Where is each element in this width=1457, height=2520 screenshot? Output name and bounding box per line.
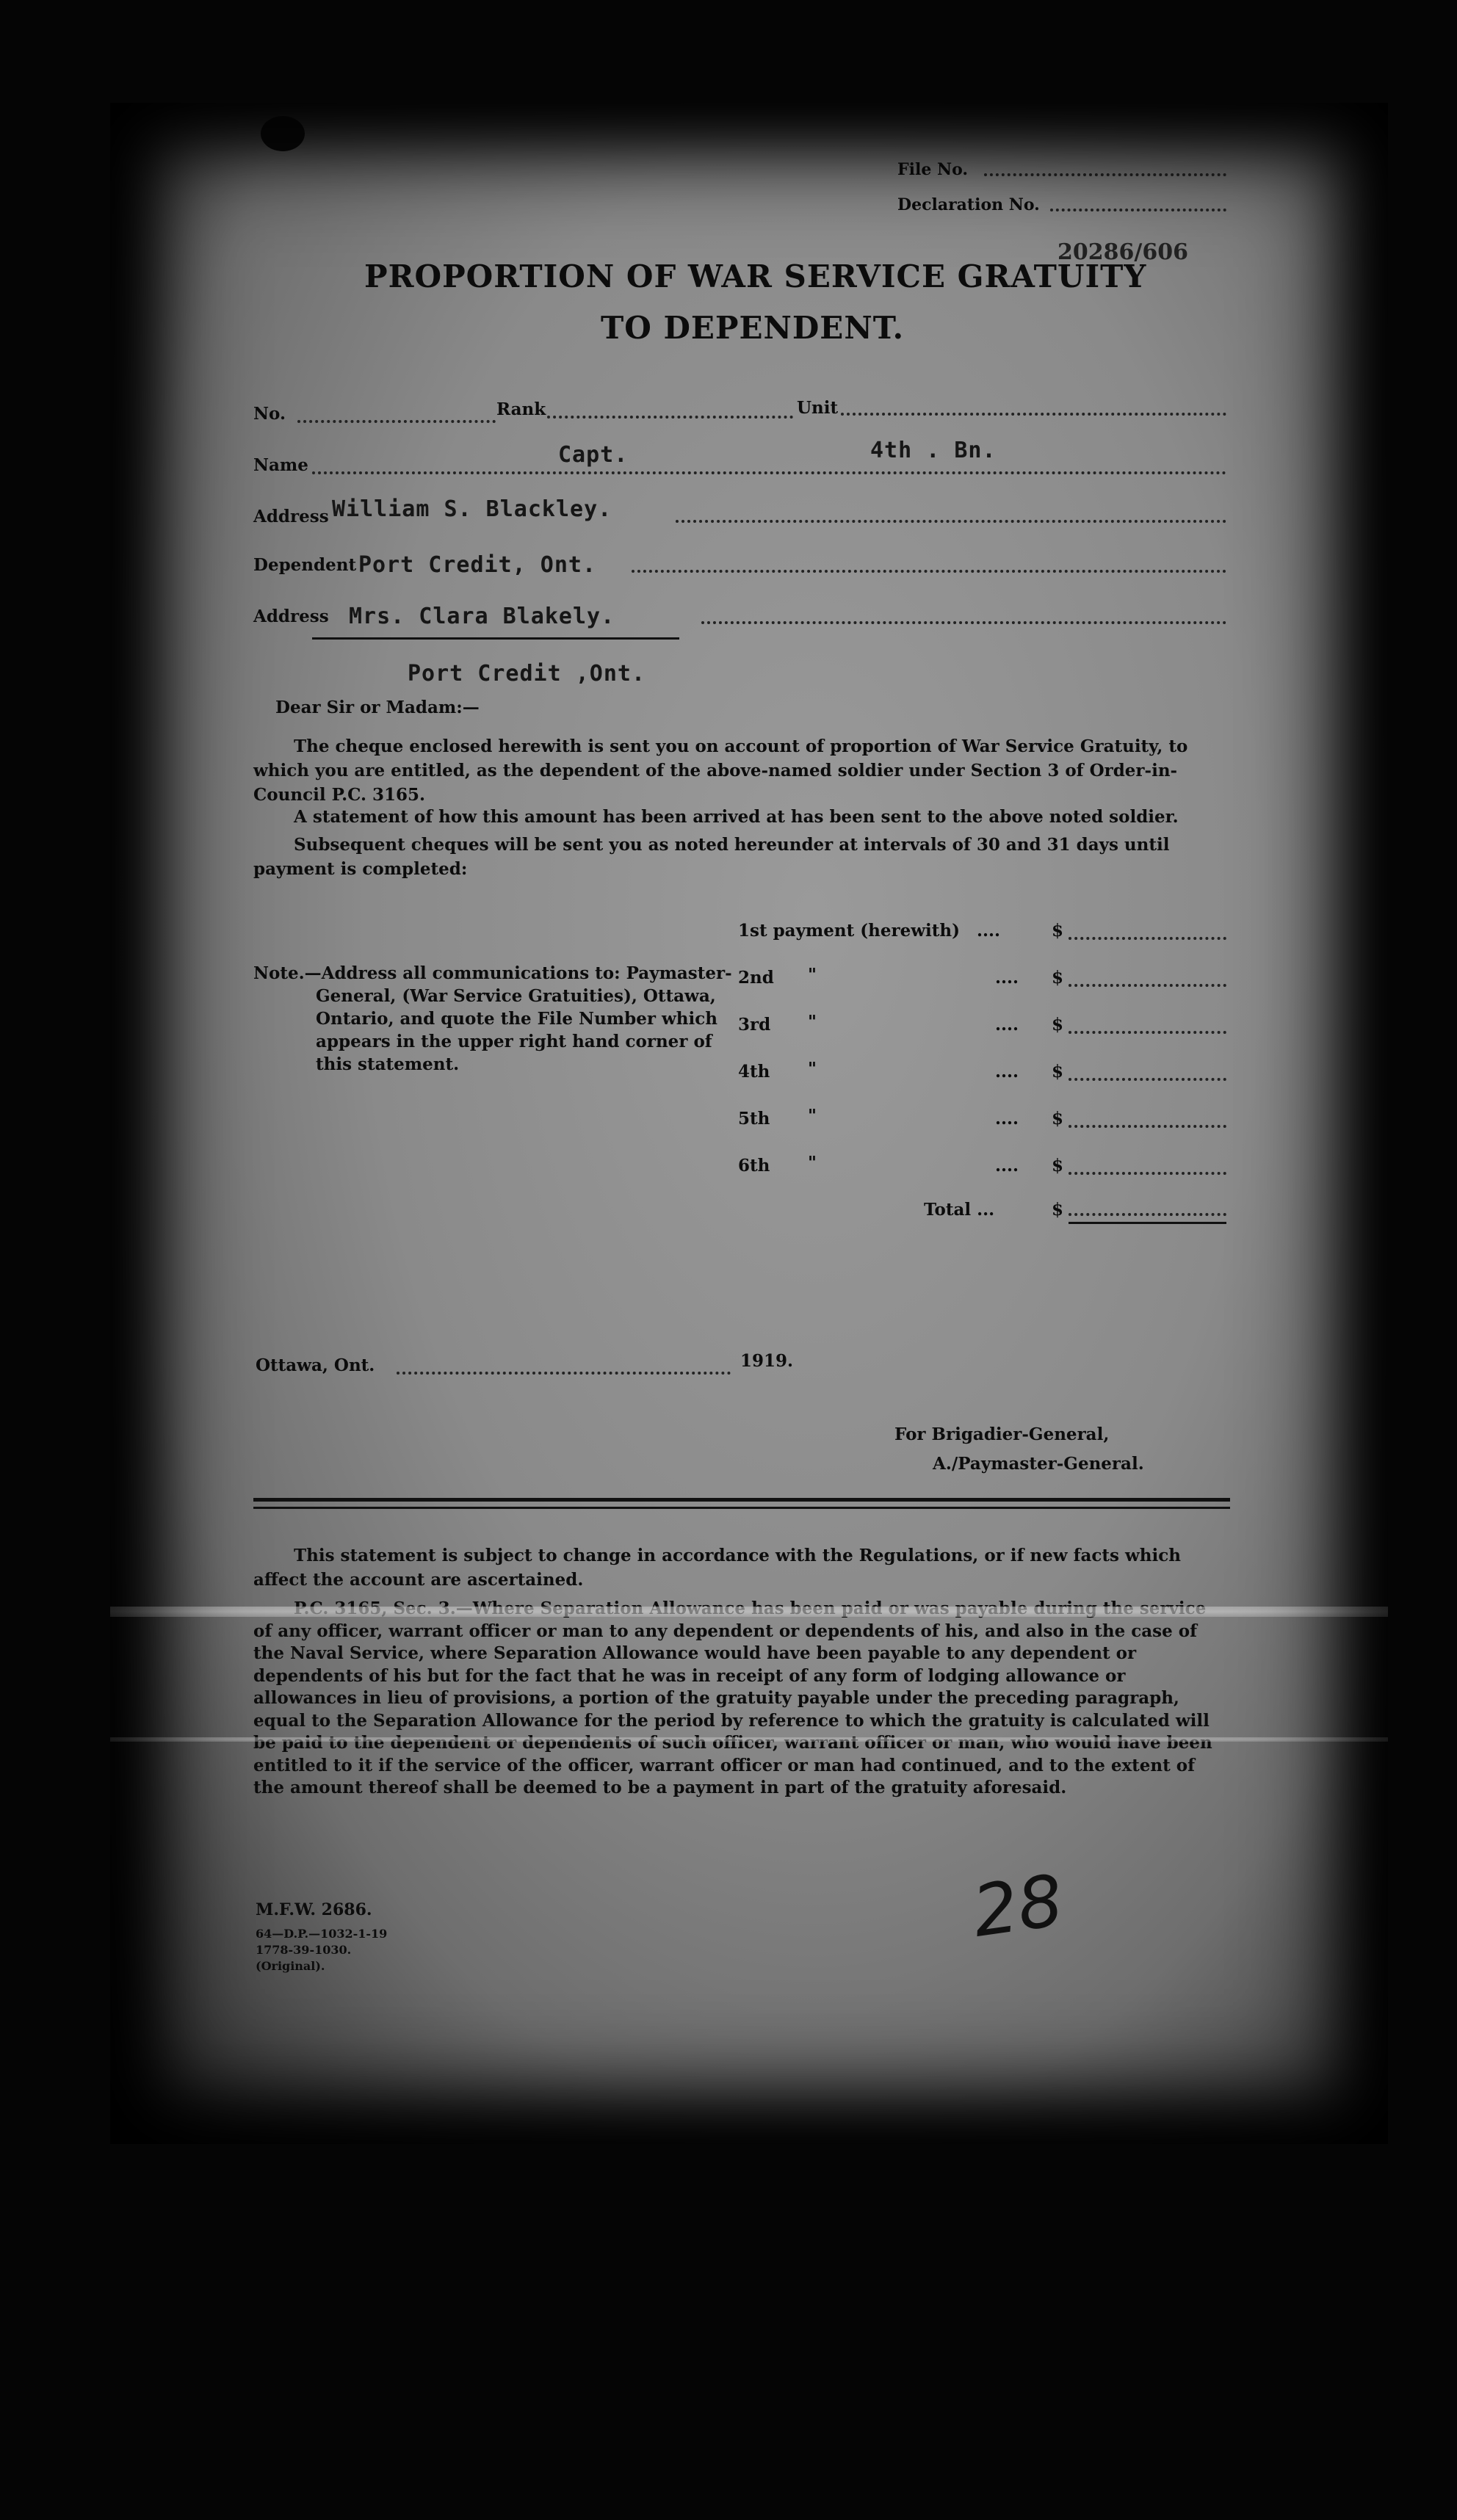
divider-top: [253, 1498, 1230, 1502]
letter-paragraph-3: Subsequent cheques will be sent you as noted hereunder at intervals of 30 and 31 days until payment is completed:: [253, 835, 1170, 879]
name-label: Name: [253, 455, 308, 475]
payment-2-currency: $: [1052, 968, 1064, 988]
payment-1-label: 1st payment (herewith): [738, 921, 961, 941]
typed-dependent: Port Credit, Ont.: [358, 552, 597, 578]
payment-1-dots: ....: [977, 921, 1001, 941]
scan-artifact-line: [110, 1607, 1388, 1617]
payment-2-ditto: ": [808, 965, 817, 985]
print-line-1: 64—D.P.—1032-1-19: [256, 1927, 388, 1941]
address2-line: [701, 621, 1226, 624]
file-no-line: [984, 173, 1226, 176]
payment-3-dots: ....: [995, 1015, 1019, 1035]
payment-6-dots: ....: [995, 1156, 1019, 1176]
letter-paragraph-1: The cheque enclosed herewith is sent you on account of proportion of War Service Gratuity, to which you are entitled, as the dependent of the above-named soldier under Section 3 of Order-in-Council P.C. 3165.: [253, 736, 1188, 805]
payment-3-label: 3rd: [738, 1015, 771, 1035]
no-line: [297, 420, 496, 423]
rank-line: [547, 416, 793, 419]
address-line: [676, 520, 1226, 523]
payment-5-ditto: ": [808, 1106, 817, 1126]
form-number: M.F.W. 2686.: [256, 1900, 372, 1919]
dependent-line: [632, 570, 1226, 573]
payment-2-amount-line: [1069, 984, 1226, 987]
file-no-label: File No.: [897, 160, 969, 179]
payment-5-dots: ....: [995, 1109, 1019, 1129]
total-currency: $: [1052, 1200, 1064, 1220]
typed-unit: 4th . Bn.: [870, 438, 997, 463]
declaration-no-label: Declaration No.: [897, 195, 1040, 214]
payment-1-currency: $: [1052, 921, 1064, 941]
punch-hole: [261, 116, 305, 151]
payment-6-label: 6th: [738, 1156, 770, 1176]
total-amount-line: [1069, 1213, 1226, 1216]
title-line-1: PROPORTION OF WAR SERVICE GRATUITY: [364, 258, 1147, 294]
signature-line-2: A./Paymaster-General.: [933, 1454, 1144, 1474]
signature-line-1: For Brigadier-General,: [894, 1424, 1110, 1444]
salutation: Dear Sir or Madam:—: [275, 698, 480, 717]
payment-1-amount-line: [1069, 937, 1226, 940]
print-line-2: 1778-39-1030.: [256, 1943, 352, 1957]
payment-4-amount-line: [1069, 1078, 1226, 1081]
footer-paragraph-2: of any officer, warrant officer or man to any dependent or dependents of his, and also in the case of the Naval Service, where Separation Allowance would have been payable to any dependent or dependents of his but for the fact that he was in receipt of any form of lodging allowance or allowances in lieu of provisions, a portion of the gratuity payable under the preceding paragraph, equal to the Separation Allowance for the period by reference to which the gratuity is calculated will be paid to the dependent or dependents of such officer, warrant officer or man, who would have been entitled to it if the service of the officer, warrant officer or man had continued, and to the extent of the amount thereof shall be deemed to be a payment in part of the gratuity aforesaid.: [253, 1621, 1212, 1797]
typed-dependent-name: Mrs. Clara Blakely.: [349, 604, 615, 629]
payment-4-label: 4th: [738, 1062, 770, 1082]
title-line-2: TO DEPENDENT.: [601, 310, 905, 346]
address-underline: [312, 637, 679, 640]
stamped-file-number: 20286/606: [1058, 239, 1188, 265]
payment-5-currency: $: [1052, 1109, 1064, 1129]
payment-2-dots: ....: [995, 968, 1019, 988]
payment-3-currency: $: [1052, 1015, 1064, 1035]
unit-line: [841, 413, 1226, 416]
payment-6-ditto: ": [808, 1153, 817, 1173]
payment-4-ditto: ": [808, 1059, 817, 1079]
payment-3-ditto: ": [808, 1012, 817, 1032]
address2-label: Address: [253, 607, 329, 626]
no-label: No.: [253, 404, 286, 424]
total-underline: [1069, 1222, 1226, 1224]
payment-6-amount-line: [1069, 1172, 1226, 1175]
declaration-no-line: [1050, 209, 1226, 211]
handwritten-number: 28: [967, 1859, 1069, 1953]
typed-rank: Capt.: [558, 442, 629, 468]
letter-paragraph-2: A statement of how this amount has been arrived at has been sent to the above noted soldier.: [294, 807, 1179, 827]
year-label: 1919.: [740, 1351, 794, 1371]
payment-3-amount-line: [1069, 1031, 1226, 1034]
name-line: [312, 471, 1226, 474]
footer-paragraph-1: This statement is subject to change in accordance with the Regulations, or if new facts which affect the account are ascertained.: [253, 1546, 1181, 1590]
total-label: Total ...: [924, 1200, 995, 1220]
rank-label: Rank: [496, 399, 546, 419]
note-text: Note.—Address all communications to: Paymaster-General, (War Service Gratuities), Ottawa, Ontario, and quote the File Number which appears in the upper right hand corner of this statement.: [253, 963, 732, 1074]
unit-label: Unit: [797, 398, 839, 418]
dependent-label: Dependent: [253, 555, 357, 575]
place-label: Ottawa, Ont.: [256, 1355, 375, 1375]
payment-4-currency: $: [1052, 1062, 1064, 1082]
date-line: [397, 1372, 731, 1375]
payment-2-label: 2nd: [738, 968, 774, 988]
payment-4-dots: ....: [995, 1062, 1019, 1082]
address-label: Address: [253, 507, 329, 526]
payment-5-amount-line: [1069, 1125, 1226, 1128]
payment-5-label: 5th: [738, 1109, 770, 1129]
print-line-3: (Original).: [256, 1959, 325, 1973]
payment-6-currency: $: [1052, 1156, 1064, 1176]
typed-dependent-town: Port Credit ,Ont.: [408, 661, 646, 687]
typed-soldier-name: William S. Blackley.: [332, 496, 612, 522]
divider-bottom: [253, 1507, 1230, 1509]
scan-artifact-line-2: [110, 1737, 1388, 1742]
